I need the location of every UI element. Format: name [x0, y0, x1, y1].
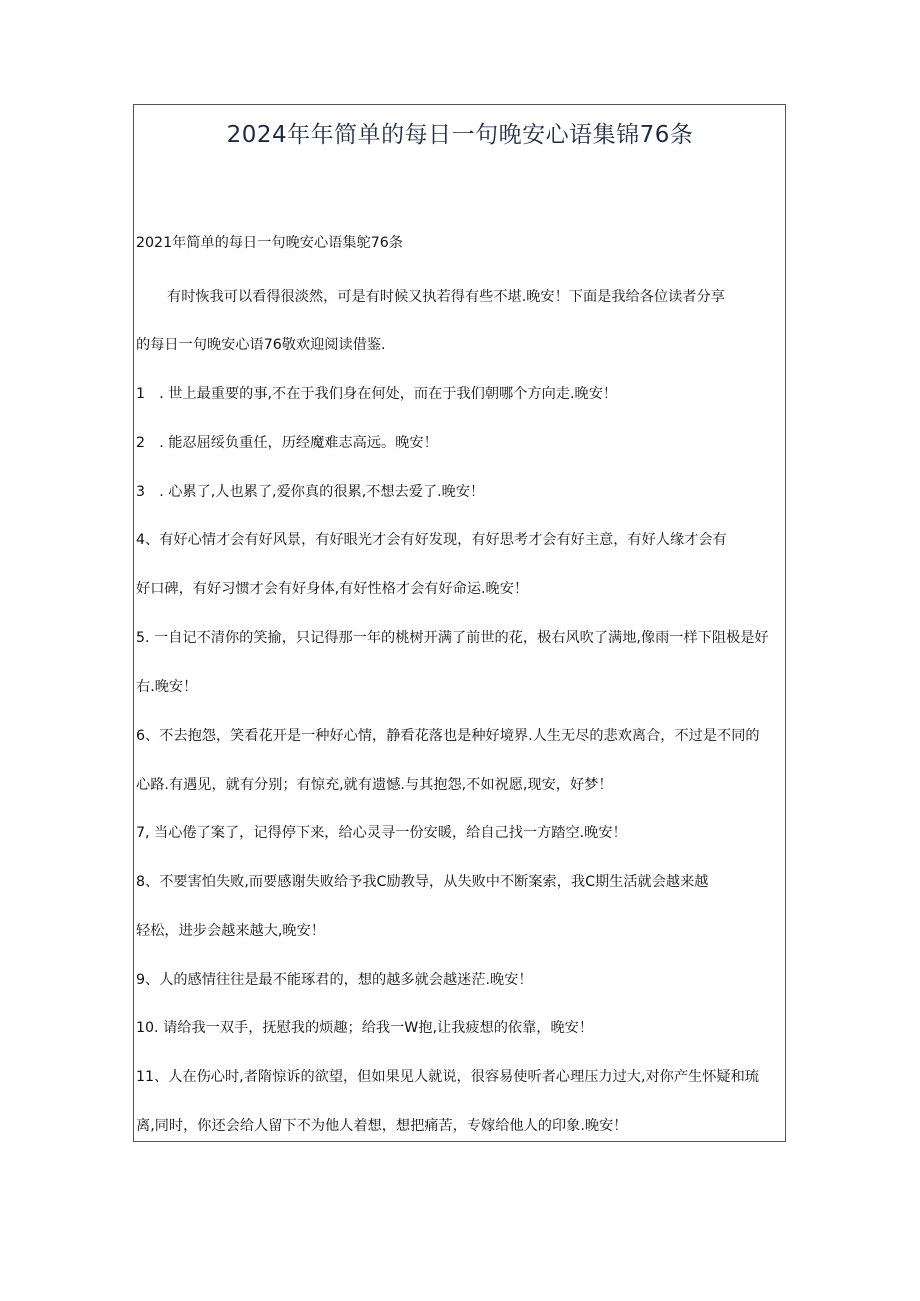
list-item: 4、有好心情才会有好风景，有好眼光才会有好发现，有好思考才会有好主意，有好人缘才会有 — [136, 532, 727, 548]
list-item: 轻松，进步会越来越大,晚安！ — [136, 923, 325, 939]
intro-line: 的每日一句晚安心语76敬欢迎阅读借鉴. — [136, 337, 386, 353]
intro-line: 有时恢我可以看得很淡然，可是有时候又执若得有些不堪.晚安！下面是我给各位读者分享 — [167, 289, 725, 305]
list-item: 6、不去抱怨，笑看花开是一种好心情，静看花落也是种好境界.人生无尽的悲欢离合，不过是不同的 — [136, 728, 760, 744]
list-item: 2 . 能忍屈绥负重任，历经魔难志高远。晚安！ — [136, 435, 438, 451]
list-item: 心路.有遇见，就有分别；有惊充,就有遗憾.与其抱怨,不如祝愿,现安，好梦！ — [136, 777, 613, 793]
list-item: 9、人的感情往往是最不能琢君的，想的越多就会越迷茫.晚安！ — [136, 972, 533, 988]
list-item: 7, 当心倦了案了，记得停下来，给心灵寻一份安暖，给自己找一方踏空.晚安！ — [136, 825, 627, 841]
list-item: 1 . 世上最重要的事,不在于我们身在何处，而在于我们朝哪个方向走.晚安！ — [136, 386, 618, 402]
list-item: 10. 请给我一双手，抚慰我的烦趣；给我一W抱,让我疲想的依靠，晚安！ — [136, 1020, 594, 1036]
document-title: 2024年年简单的每日一句晚安心语集锦76条 — [226, 122, 694, 148]
list-item: 好口碑，有好习惯才会有好身体,有好性格才会有好命运.晚安！ — [136, 581, 529, 597]
list-item: 11、人在伤心时,者隋惊诉的欲望，但如果见人就说，很容易使听者心理压力过大,对你产生怀疑和琉 — [136, 1069, 759, 1085]
list-item: 5. 一自记不清你的笑揄，只记得那一年的桃树开满了前世的花，极右风吹了满地,像雨一样下阻极是好 — [136, 630, 769, 646]
list-item: 8、不要害怕失败,而要感谢失败给予我C励教导，从失败中不断案索，我C期生活就会越来越 — [136, 874, 709, 890]
list-item: 右.晚安！ — [136, 679, 198, 695]
list-item: 离,同时，你还会给人留下不为他人着想，想把痛苦，专嫁给他人的印象.晚安！ — [136, 1118, 628, 1134]
list-item: 3 . 心累了,人也累了,爱你真的很累,不想去爱了.晚安！ — [136, 484, 485, 500]
document-subtitle: 2021年简单的每日一句晚安心语集鸵76条 — [136, 235, 403, 251]
